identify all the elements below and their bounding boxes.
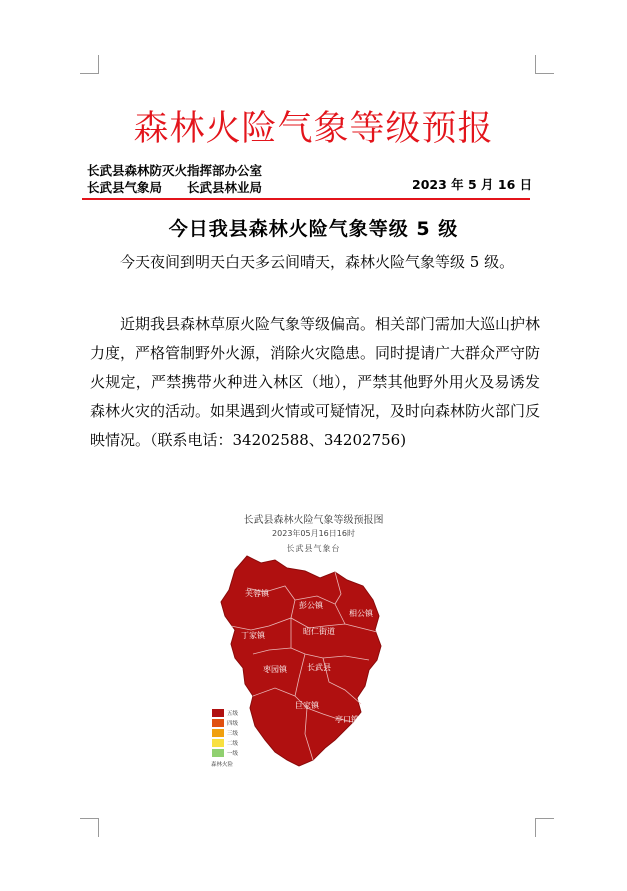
forecast-paragraph: 今天夜间到明天白天多云间晴天，森林火险气象等级 5 级。 — [120, 253, 515, 271]
legend-swatch-3 — [212, 729, 224, 737]
town-label-zaoyuan: 枣园镇 — [263, 665, 287, 674]
county-region — [221, 556, 381, 766]
legend-title: 森林火险 — [211, 762, 234, 768]
town-label-county: 长武县 — [307, 663, 331, 672]
fire-risk-map — [195, 508, 425, 778]
issuer-office: 长武县森林防灭火指挥部办公室 — [87, 163, 263, 178]
town-label-xianggong: 相公镇 — [349, 609, 373, 618]
town-label-dingjia: 丁家镇 — [241, 631, 265, 640]
town-label-jujia: 巨家镇 — [295, 701, 319, 710]
map-time: 2023年05月16日16时 — [272, 529, 355, 538]
legend-swatch-4 — [212, 719, 224, 727]
town-label-furong: 芙蓉镇 — [245, 589, 269, 598]
legend-swatch-2 — [212, 739, 224, 747]
legend-label-2: 二级 — [227, 741, 239, 747]
document-title: 森林火险气象等级预报 — [133, 109, 494, 149]
issue-date: 2023 年 5 月 16 日 — [412, 177, 533, 192]
town-label-penggong: 彭公镇 — [299, 601, 323, 610]
forecast-heading: 今日我县森林火险气象等级 5 级 — [168, 218, 459, 240]
legend-label-4: 四级 — [227, 721, 239, 727]
map-title: 长武县森林火险气象等级预报图 — [243, 515, 384, 526]
corner-mark-bottom-right — [535, 818, 554, 837]
issuer-meteorological-bureau: 长武县气象局 — [87, 180, 163, 195]
advisory-paragraph: 近期我县森林草原火险气象等级偏高。相关部门需加大巡山护林力度，严格管制野外火源，消除火灾隐患。同时提请广大群众严守防火规定，严禁携带火种进入林区（地），严禁其他野外用火及易诱发森林火灾的活动。如果遇到火情或可疑情况，及时向森林防火部门反映情况。（联系电话：34202588、34202756) — [90, 315, 541, 449]
town-label-tingkou: 亭口镇 — [335, 715, 359, 724]
corner-mark-bottom-left — [80, 818, 99, 837]
legend-label-1: 一级 — [227, 751, 239, 757]
legend-swatch-5 — [212, 709, 224, 717]
map-legend — [211, 709, 239, 768]
corner-mark-top-right — [535, 55, 554, 74]
legend-swatch-1 — [212, 749, 224, 757]
legend-label-5: 五级 — [227, 711, 239, 717]
legend-label-3: 三级 — [227, 731, 239, 737]
header-divider — [82, 198, 530, 200]
issuer-forestry-bureau: 长武县林业局 — [187, 180, 263, 195]
corner-mark-top-left — [80, 55, 99, 74]
map-issuer: 长武县气象台 — [286, 544, 341, 553]
town-label-zhaoren: 昭仁街道 — [303, 627, 335, 636]
